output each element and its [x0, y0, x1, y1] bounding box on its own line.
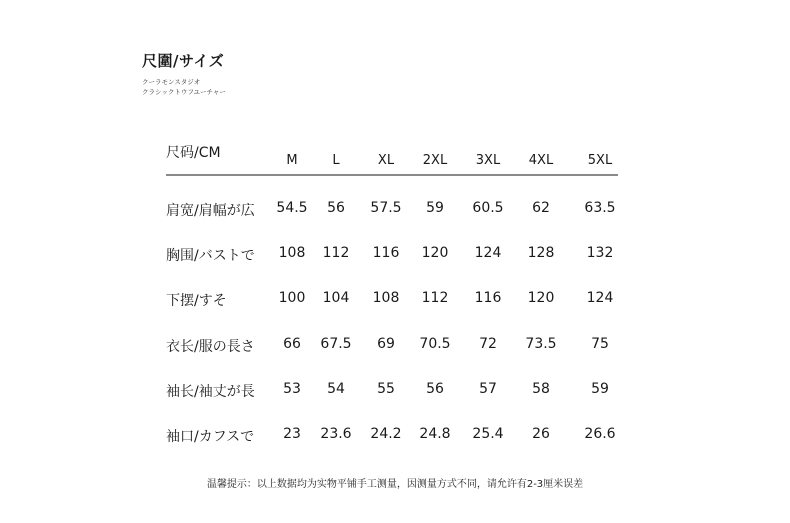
row-label: 肩宽/肩幅が広 — [166, 203, 255, 219]
table-cell: 72 — [479, 336, 497, 352]
unit-label: 尺码/CM — [166, 145, 221, 161]
header-divider — [166, 174, 618, 176]
table-cell: 75 — [591, 336, 609, 352]
column-header-l: L — [332, 153, 340, 168]
table-cell: 60.5 — [472, 200, 504, 216]
column-header-3xl: 3XL — [475, 153, 501, 168]
table-cell: 132 — [586, 245, 614, 261]
table-cell: 70.5 — [419, 336, 451, 352]
table-cell: 54 — [327, 381, 345, 397]
table-cell: 53 — [283, 381, 301, 397]
table-cell: 56 — [426, 381, 444, 397]
table-cell: 57.5 — [370, 200, 402, 216]
table-cell: 120 — [527, 290, 555, 306]
table-cell: 63.5 — [584, 200, 616, 216]
table-cell: 23 — [283, 426, 301, 442]
table-cell: 56 — [327, 200, 345, 216]
table-cell: 23.6 — [320, 426, 352, 442]
subtitle-line-1: クーラモンスタジオ — [142, 78, 201, 86]
column-header-m: M — [286, 153, 298, 168]
table-cell: 108 — [372, 290, 400, 306]
table-cell: 54.5 — [276, 200, 308, 216]
page-title: 尺圍/サイズ — [142, 52, 225, 70]
table-cell: 67.5 — [320, 336, 352, 352]
table-cell: 100 — [278, 290, 306, 306]
table-cell: 26.6 — [584, 426, 616, 442]
subtitle-line-2: クラシックトウフユーチャー — [142, 88, 226, 96]
table-cell: 112 — [421, 290, 449, 306]
table-cell: 116 — [474, 290, 502, 306]
column-header-5xl: 5XL — [587, 153, 613, 168]
table-cell: 120 — [421, 245, 449, 261]
measurement-note: 温馨提示：以上数据均为实物平铺手工测量，因测量方式不同，请允许有2-3厘米误差 — [206, 479, 584, 490]
table-cell: 57 — [479, 381, 497, 397]
table-cell: 26 — [532, 426, 550, 442]
row-label: 胸围/バストで — [166, 248, 255, 264]
table-cell: 59 — [426, 200, 444, 216]
table-cell: 124 — [474, 245, 502, 261]
table-cell: 66 — [283, 336, 301, 352]
column-header-2xl: 2XL — [422, 153, 448, 168]
table-cell: 116 — [372, 245, 400, 261]
table-cell: 25.4 — [472, 426, 504, 442]
table-cell: 24.2 — [370, 426, 402, 442]
table-cell: 55 — [377, 381, 395, 397]
table-cell: 124 — [586, 290, 614, 306]
table-cell: 128 — [527, 245, 555, 261]
table-cell: 69 — [377, 336, 395, 352]
table-cell: 59 — [591, 381, 609, 397]
table-cell: 108 — [278, 245, 306, 261]
table-cell: 58 — [532, 381, 550, 397]
table-cell: 104 — [322, 290, 350, 306]
row-label: 袖长/袖丈が長 — [166, 384, 255, 400]
table-cell: 62 — [532, 200, 550, 216]
row-label: 袖口/カフスで — [166, 429, 255, 445]
table-cell: 112 — [322, 245, 350, 261]
row-label: 衣长/服の長さ — [166, 339, 255, 355]
table-cell: 73.5 — [525, 336, 557, 352]
table-cell: 24.8 — [419, 426, 451, 442]
column-header-4xl: 4XL — [528, 153, 554, 168]
column-header-xl: XL — [377, 153, 395, 168]
row-label: 下摆/すそ — [166, 293, 227, 309]
